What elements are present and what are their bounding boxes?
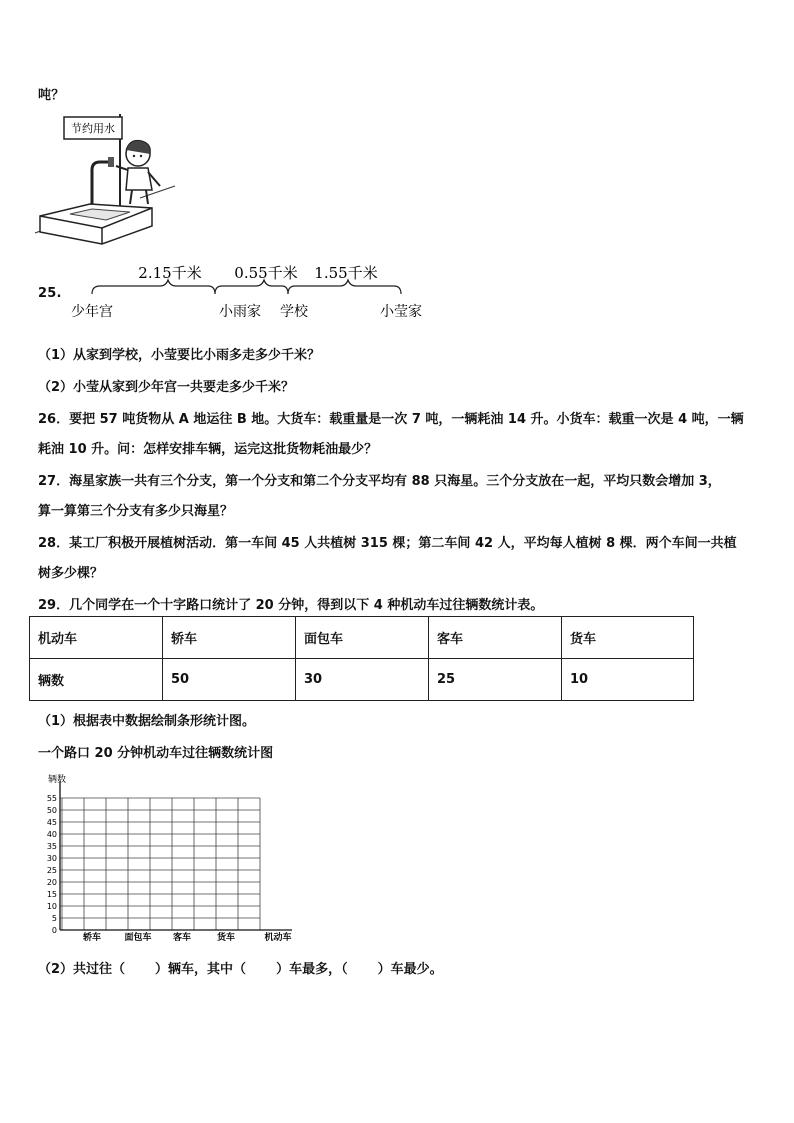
table-header-cell: 机动车 <box>30 617 163 659</box>
q29-sub2-part-d: ）车最少。 <box>377 962 443 977</box>
x-axis-label: 机动车 <box>264 933 292 943</box>
table-cell: 25 <box>429 659 562 701</box>
q28-line2: 树多少棵？ <box>38 566 104 581</box>
continued-question-tail: 吨？ <box>38 88 65 103</box>
q29-intro: 29．几个同学在一个十字路口统计了 20 分钟，得到以下 4 种机动车过往辆数统计表。 <box>38 598 544 613</box>
table-cell: 50 <box>163 659 296 701</box>
distance-diagram <box>60 260 440 326</box>
q25-sub1: （1）从家到学校，小莹要比小雨多走多少千米？ <box>38 348 321 363</box>
q25-number: 25. <box>38 286 62 301</box>
distance-label-2: 0.55千米 <box>234 264 298 282</box>
y-tick-label: 40 <box>46 830 57 839</box>
x-category-label: 客车 <box>172 933 192 943</box>
x-category-label: 面包车 <box>124 933 152 943</box>
y-tick-label: 15 <box>46 890 57 899</box>
y-tick-label: 0 <box>51 926 57 935</box>
brace-2 <box>215 280 288 294</box>
q27-line2: 算一算第三个分支有多少只海星？ <box>38 504 234 519</box>
x-category-label: 轿车 <box>82 933 102 943</box>
q27-line1: 27．海星家族一共有三个分支，第一个分支和第二个分支平均有 88 只海星。三个分支放在一起，平均只数会增加 3， <box>38 474 721 489</box>
q26-line1: 26．要把 57 吨货物从 A 地运往 B 地。大货车：载重量是一次 7 吨，一辆耗油 14 升。小货车：载重一次是 4 吨，一辆 <box>38 412 744 427</box>
y-tick-label: 45 <box>46 818 57 827</box>
brace-3 <box>288 280 401 294</box>
distance-label-3: 1.55千米 <box>314 264 378 282</box>
q29-sub1: （1）根据表中数据绘制条形统计图。 <box>38 714 256 729</box>
q25-sub2: （2）小莹从家到少年宫一共要走多少千米？ <box>38 380 295 395</box>
y-tick-label: 20 <box>46 878 57 887</box>
water-saving-illustration <box>30 108 180 256</box>
y-tick-label: 50 <box>46 806 57 815</box>
table-header-cell: 客车 <box>429 617 562 659</box>
y-tick-label: 25 <box>46 866 57 875</box>
sign-text: 节约用水 <box>71 122 115 135</box>
y-tick-label: 10 <box>46 902 57 911</box>
q29-sub2 <box>38 958 443 977</box>
table-header-cell: 货车 <box>562 617 694 659</box>
distance-label-1: 2.15千米 <box>138 264 202 282</box>
table-cell: 辆数 <box>30 659 163 701</box>
q29-sub2-part-c: ）车最多，（ <box>276 962 348 977</box>
table-header-cell: 轿车 <box>163 617 296 659</box>
table-row <box>30 659 694 701</box>
place-school: 学校 <box>280 304 308 320</box>
table-cell: 10 <box>562 659 694 701</box>
brace-1 <box>92 280 215 294</box>
q28-line1: 28．某工厂积极开展植树活动．第一车间 45 人共植树 315 棵；第二车间 42 人，平均每人植树 8 棵．两个车间一共植 <box>38 536 737 551</box>
blank-bar-chart[interactable] <box>30 768 305 946</box>
table-row <box>30 617 694 659</box>
y-tick-label: 30 <box>46 854 57 863</box>
x-category-label: 货车 <box>216 933 236 943</box>
y-tick-label: 5 <box>51 914 57 923</box>
place-xiaoyu-home: 小雨家 <box>219 304 261 320</box>
y-tick-label: 55 <box>46 794 57 803</box>
q26-line2: 耗油 10 升。问：怎样安排车辆，运完这批货物耗油最少？ <box>38 442 378 457</box>
chart-title: 一个路口 20 分钟机动车过往辆数统计图 <box>38 746 274 761</box>
q29-sub2-part-a: （2）共过往（ <box>38 962 126 977</box>
place-youth-palace: 少年宫 <box>71 304 113 320</box>
place-xiaoying-home: 小莹家 <box>380 304 422 320</box>
q29-sub2-part-b: ）辆车，其中（ <box>155 962 247 977</box>
table-cell: 30 <box>296 659 429 701</box>
y-tick-label: 35 <box>46 842 57 851</box>
vehicle-count-table <box>29 616 694 701</box>
y-axis-label: 辆数 <box>48 775 67 785</box>
table-header-cell: 面包车 <box>296 617 429 659</box>
